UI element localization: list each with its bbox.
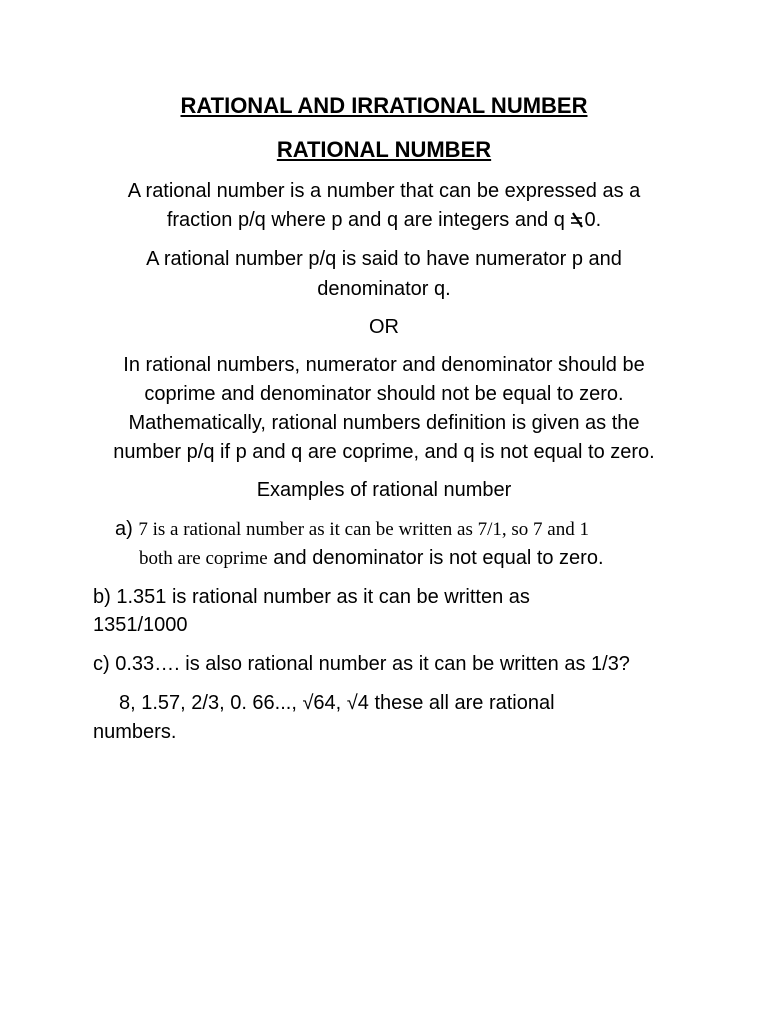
example-c-line: c) 0.33…. is also rational number as it can be written as 1/3?	[93, 653, 630, 675]
definition-line-2-text: fraction p/q where p and q are integers and q	[166, 209, 565, 231]
coprime-line-3: Mathematically, rational numbers definition is given as the	[128, 412, 640, 434]
definition-line-2	[0, 206, 768, 234]
summary-line-1: 8, 1.57, 2/3, 0. 66..., √64, √4 these all are rational	[119, 692, 555, 714]
coprime-line-2: coprime and denominator should not be equal to zero.	[144, 383, 624, 405]
example-a-marker: a)	[115, 518, 133, 540]
example-a-line-1	[115, 515, 755, 544]
example-a-rest-text: and denominator is not equal to zero.	[273, 547, 604, 569]
document-title: RATIONAL AND IRRATIONAL NUMBER	[180, 93, 588, 118]
or-separator: OR	[369, 316, 399, 338]
examples-heading: Examples of rational number	[256, 479, 512, 501]
example-b-line-2: 1351/1000	[93, 614, 188, 636]
coprime-line-1: In rational numbers, numerator and denominator should be	[123, 354, 645, 376]
numerator-line-1: A rational number p/q is said to have numerator p and	[146, 248, 622, 270]
example-a-coprime-text: both are coprime	[139, 548, 268, 569]
numerator-line-2: denominator q.	[317, 278, 451, 300]
example-b-line-1: b) 1.351 is rational number as it can be written as	[93, 586, 530, 608]
definition-line-2-end: 0.	[584, 209, 602, 231]
not-equal-symbol	[570, 209, 584, 229]
summary-line-2: numbers.	[93, 721, 177, 743]
definition-line-1: A rational number is a number that can be expressed as a	[127, 180, 641, 202]
coprime-line-4: number p/q if p and q are coprime, and q is not equal to zero.	[113, 441, 655, 463]
example-a-text: 7 is a rational number as it can be written as 7/1, so 7 and 1	[138, 519, 589, 540]
example-a-line-2	[139, 544, 759, 573]
section-heading: RATIONAL NUMBER	[276, 137, 492, 162]
